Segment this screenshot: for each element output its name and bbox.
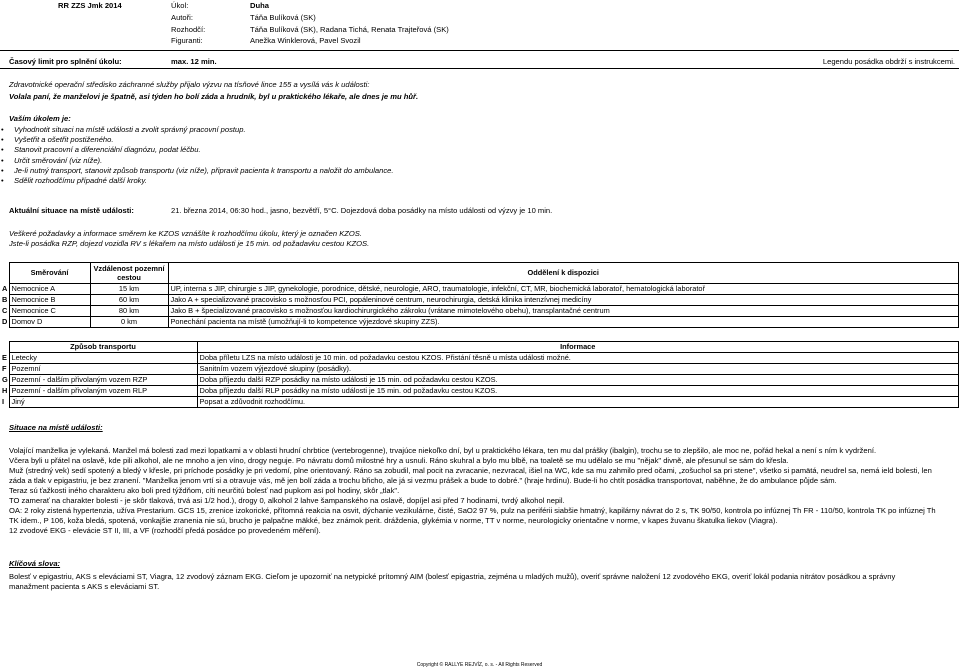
keywords-heading: Klíčová slova: xyxy=(9,559,61,568)
scene-heading: Situace na místě události: xyxy=(9,423,103,432)
row-letter: D xyxy=(2,317,8,327)
scene-line: TO zamerať na charakter bolesti - je skôr tlaková, trvá asi 1/2 hod.), drogy 0, alkohol 2 lahve šampanského na oslavě, dopíjel asi před 7 hodinami, tvrdý alkohol nepil. xyxy=(9,496,565,505)
ukol-label: Úkol: xyxy=(171,1,189,10)
situation-note-2: Jste-li posádka RZP, dojezd vozidla RV s lékařem na místo události je 15 min. od požadavku cestou KZOS. xyxy=(9,239,370,248)
routing-header-row xyxy=(0,263,959,284)
transport-info: Doba příjezdu další RLP posádky na místo události je 15 min. od požadavku cestou KZOS. xyxy=(197,386,959,397)
table-row xyxy=(0,317,959,328)
scene-line: Teraz sú ťažkosti iného charakteru ako boli pred týždňom, cíti neurčitú bolesť nad pupkom asi pol hodiny, skôr „tlak". xyxy=(9,486,400,495)
routing-col-distance-line2: cestou xyxy=(117,273,141,282)
autori-value: Táňa Bulíková (SK) xyxy=(250,13,316,22)
row-letter: G xyxy=(2,375,8,385)
routing-col-distance xyxy=(90,263,168,284)
tasks-list xyxy=(0,125,393,186)
rozhodci-value: Táňa Bulíková (SK), Radana Tichá, Renata Trajteřová (SK) xyxy=(250,25,449,34)
transport-name: Pozemní - dalším přivolaným vozem RLP xyxy=(9,386,197,397)
scene-line: OA: 2 roky zistená hypertenzia, užíva Prestarium. GCS 15, zrenice izokorické, přítomná reakcia na osvit, dýchanie vezikulárne, čisté, SaO2 97 %, pulz na periférii siabšie hmatný, kapilárny návrat do 2 s, TK 90/50, kontrola po infúznej Th FR - 110/50, kontrola TK po infúznej Th xyxy=(9,506,936,515)
row-letter: H xyxy=(2,386,8,396)
intro-line-2: Volala paní, že manželovi je špatně, asi týden ho bolí záda a hrudník, byl u praktického lékaře, ale dnes je mu hůř. xyxy=(9,92,419,101)
routing-col-distance-line1: Vzdálenost pozemní xyxy=(93,264,165,273)
table-row xyxy=(0,397,959,408)
ukol-value: Duha xyxy=(250,1,269,10)
header-divider xyxy=(0,50,959,51)
task-item: • Stanovit pracovní a diferenciální diagnózu, podat léčbu. xyxy=(0,145,393,155)
table-row xyxy=(0,295,959,306)
destination-distance: 15 km xyxy=(90,284,168,295)
transport-table xyxy=(0,341,959,408)
rozhodci-label: Rozhodčí: xyxy=(171,25,206,34)
destination-name: Nemocnice C xyxy=(9,306,90,317)
routing-col-departments: Oddělení k dispozici xyxy=(168,263,959,284)
routing-col-smerovani: Směrování xyxy=(9,263,90,284)
destination-distance: 60 km xyxy=(90,295,168,306)
transport-name: Jiný xyxy=(9,397,197,408)
destination-info: Jako B + špecializované pracovisko s možnosťou kardiochirurgického zákroku (vrátane mimotelového obehu), transplantačné centrum xyxy=(168,306,959,317)
document-title: RR ZZS Jmk 2014 xyxy=(58,1,122,10)
destination-info: Jako A + specializované pracovisko s možnosťou PCI, popáleninové centrum, neurochirurgia, detská klinika intenzívnej medicíny xyxy=(168,295,959,306)
destination-distance: 80 km xyxy=(90,306,168,317)
task-item: • Určit směrování (viz níže). xyxy=(0,156,393,166)
situation-value: 21. března 2014, 06:30 hod., jasno, bezvětří, 5°C. Dojezdová doba posádky na místo události od výzvy je 10 min. xyxy=(171,206,553,215)
destination-info: UP, interna s JIP, chirurgie s JIP, gynekologie, porodnice, dětské, neurologie, ARO, traumatologie, infekční, CT, MR, biochemická laboratoř, hematologická laboratoř xyxy=(168,284,959,295)
destination-distance: 0 km xyxy=(90,317,168,328)
scene-line: 12 zvodové EKG - elevácie ST II, III, a VF (rozhodčí předá posádce po provedeném měření). xyxy=(9,526,321,535)
transport-header-row xyxy=(0,342,959,353)
keywords-line-1: Bolesť v epigastriu, AKS s eleváciami ST, Viagra, 12 zvodový záznam EKG. Cieľom je upozorniť na netypické prítomný AIM (bolesť epigastria, zejména u mladých mužů), overiť správne naložení 12 zvodového EKG, overiť lokál podania nitrátov posádkou a správny xyxy=(9,572,896,581)
scene-line: Volající manželka je vylekaná. Manžel má bolesti zad mezi lopatkami a v oblasti hrudní chrbtice (vertebrogenne), trvajúce niekoľko dní, byl u praktického lékara, ten mu dal prášky (ibalgin), trochu se to zlepšilo, ale moc ne, pořád hekal a není s ním k vydržení. xyxy=(9,446,877,455)
row-letter: B xyxy=(2,295,8,305)
transport-name: Letecky xyxy=(9,353,197,364)
task-item: • Vyšetřit a ošetřit postiženého. xyxy=(0,135,393,145)
limit-divider xyxy=(0,68,959,69)
destination-name: Domov D xyxy=(9,317,90,328)
task-item: • Vyhodnotit situaci na místě události a zvolit správný pracovní postup. xyxy=(0,125,393,135)
table-row xyxy=(0,306,959,317)
row-letter: E xyxy=(2,353,7,363)
footer-copyright: Copyright © RALLYE REJVÍZ, o. s. - All Rights Reserved xyxy=(416,662,543,668)
row-letter: I xyxy=(2,397,5,407)
table-row xyxy=(0,284,959,295)
transport-col-method: Způsob transportu xyxy=(9,342,197,353)
situation-label: Aktuální situace na místě události: xyxy=(9,206,134,215)
destination-name: Nemocnice B xyxy=(9,295,90,306)
figuranti-value: Anežka Winklerová, Pavel Svozil xyxy=(250,36,361,45)
transport-info: Sanitním vozem výjezdové skupiny (posádky). xyxy=(197,364,959,375)
tasks-heading: Vaším úkolem je: xyxy=(9,114,71,123)
situation-note-1: Veškeré požadavky a informace směrem ke KZOS vznášíte k rozhodčímu úkolu, který je označen KZOS. xyxy=(9,229,362,238)
scene-line: záda a tlak v epigastriu, je bez zranení. "Manželka jenom vrtí si a otravuje vás, mě jen bolí záda a trochu břicho, ale já si vezmu prášek a bude to dobré." (hraje hrdinu). Bude-li ho chtít posádka transportovat, naběhne, že do ambulance půjde sám. xyxy=(9,476,837,485)
table-row xyxy=(0,364,959,375)
table-row xyxy=(0,375,959,386)
keywords-line-2: manažment pacienta s AKS s eleváciami ST. xyxy=(9,582,160,591)
scene-line: TK idem., P 106, koža bledá, spotená, vonkajšie zranenia nie sú, brucho je palpačne mäkké, bez známok perit. dráždenia, glykémia v norme, TT v norme, neurologicky orientačne v norme, v kapes žuvanu škatulka liekov (Viagra). xyxy=(9,516,778,525)
autori-label: Autoři: xyxy=(171,13,193,22)
transport-info: Doba příletu LZS na místo události je 10 min. od požadavku cestou KZOS. Přistání těsně u místa události možné. xyxy=(197,353,959,364)
destination-info: Ponechání pacienta na místě (umožňují-li to kompetence výjezdové skupiny ZZS). xyxy=(168,317,959,328)
limit-label: Časový limit pro splnění úkolu: xyxy=(9,57,122,66)
transport-info: Popsat a zdůvodnit rozhodčímu. xyxy=(197,397,959,408)
table-row xyxy=(0,353,959,364)
row-letter: C xyxy=(2,306,8,316)
transport-name: Pozemní xyxy=(9,364,197,375)
figuranti-label: Figuranti: xyxy=(171,36,203,45)
transport-name: Pozemní - dalším přivolaným vozem RZP xyxy=(9,375,197,386)
transport-col-info: Informace xyxy=(197,342,959,353)
scene-line: Muž (stredný vek) sedí spotený a bledý v křesle, pri príchode posádky je pri vedomí, plne orientovaný. Ráno sa zobudil, mal pocit na zvracanie, nezvracal, išiel na WC, kde sa mu zahmilo pred očami, „zošuchol sa pri stene", všetko si pamätá, neudrel sa, nemá ield bolesti, len xyxy=(9,466,932,475)
row-letter: F xyxy=(2,364,7,374)
routing-table xyxy=(0,262,959,328)
limit-value: max. 12 min. xyxy=(171,57,217,66)
intro-line-1: Zdravotnické operační středisko záchranné služby přijalo výzvu na tísňové lince 155 a vysílá vás k události: xyxy=(9,80,370,89)
legend-note: Legendu posádka obdrží s instrukcemi. xyxy=(822,57,955,66)
scene-line: Včera byli u přátel na oslavě, kde pili alkohol, ale ne mnoho a jen víno, drogy neguje. Po návratu domů milostné hry a usnuli. Ráno skuhral a bylo mu blbě, na toaletě se mu udělalo se mu "nějak" divně, ale přesunul se sám do křesla. xyxy=(9,456,789,465)
transport-info: Doba příjezdu další RZP posádky na místo události je 15 min. od požadavku cestou KZOS. xyxy=(197,375,959,386)
destination-name: Nemocnice A xyxy=(9,284,90,295)
row-letter: A xyxy=(2,284,8,294)
task-item: • Je-li nutný transport, stanovit způsob transportu (viz níže), připravit pacienta k transportu a naložit do ambulance. xyxy=(0,166,393,176)
table-row xyxy=(0,386,959,397)
task-item: • Sdělit rozhodčímu případné další kroky. xyxy=(0,176,393,186)
